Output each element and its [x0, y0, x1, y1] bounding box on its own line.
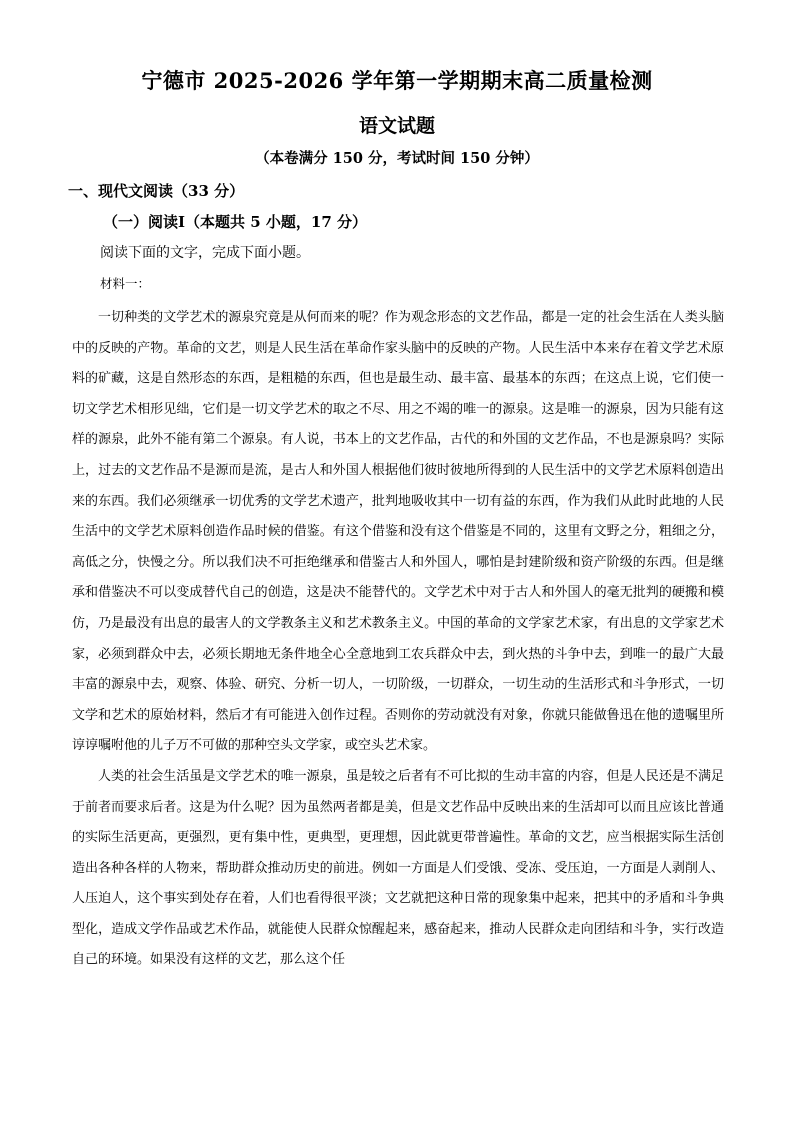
exam-note: （本卷满分 150 分，考试时间 150 分钟）: [255, 150, 539, 167]
sub-section-heading: （一）阅读Ⅰ（本题共 5 小题，17 分）: [103, 213, 367, 231]
reading-passage: [72, 303, 724, 976]
exam-subject: 语文试题: [358, 115, 435, 137]
material-label: 材料一：: [100, 276, 151, 291]
section-heading: 一、现代文阅读（33 分）: [68, 182, 245, 200]
passage-paragraph: 人类的社会生活虽是文学艺术的唯一源泉，虽是较之后者有不可比拟的生动丰富的内容，但是人民还是不满足于前者而要求后者。这是为什么呢？因为虽然两者都是美，但是文艺作品中反映出来的生活却可以而且应该比普通的实际生活更高，更强烈，更有集中性，更典型，更理想，因此就更带普遍性。革命的文艺，应当根据实际生活创造出各种各样的人物来，帮助群众推动历史的前进。例如一方面是人们受饿、受冻、受压迫，一方面是人剥削人、人压迫人，这个事实到处存在着，人们也看得很平淡；文艺就把这种日常的现象集中起来，把其中的矛盾和斗争典型化，造成文学作品或艺术作品，就能使人民群众惊醒起来，感奋起来，推动人民群众走向团结和斗争，实行改造自己的环境。如果没有这样的文艺，那么这个任: [72, 768, 724, 968]
reading-instruction: 阅读下面的文字，完成下面小题。: [100, 245, 310, 261]
passage-paragraph: 一切种类的文学艺术的源泉究竟是从何而来的呢？作为观念形态的文艺作品，都是一定的社会生活在人类头脑中的反映的产物。革命的文艺，则是人民生活在革命作家头脑中的反映的产物。人民生活中本来存在着文学艺术原料的矿藏，这是自然形态的东西，是粗糙的东西，但也是最生动、最丰富、最基本的东西；在这点上说，它们使一切文学艺术相形见绌，它们是一切文学艺术的取之不尽、用之不竭的唯一的源泉。这是唯一的源泉，因为只能有这样的源泉，此外不能有第二个源泉。有人说，书本上的文艺作品，古代的和外国的文艺作品，不也是源泉吗？实际上，过去的文艺作品不是源而是流，是古人和外国人根据他们彼时彼地所得到的人民生活中的文学艺术原料创造出来的东西。我们必须继承一切优秀的文学艺术遗产，批判地吸收其中一切有益的东西，作为我们从此时此地的人民生活中的文学艺术原料创造作品时候的借鉴。有这个借鉴和没有这个借鉴是不同的，这里有文野之分，粗细之分，高低之分，快慢之分。所以我们决不可拒绝继承和借鉴古人和外国人，哪怕是封建阶级和资产阶级的东西。但是继承和借鉴决不可以变成替代自己的创造，这是决不能替代的。文学艺术中对于古人和外国人的毫无批判的硬搬和模仿，乃是最没有出息的最害人的文学教条主义和艺术教条主义。中国的革命的文学家艺术家，有出息的文学家艺术家，必须到群众中去，必须长期地无条件地全心全意地到工农兵群众中去，到火热的斗争中去，到唯一的最广大最丰富的源泉中去，观察、体验、研究、分析一切人，一切阶级，一切群众，一切生动的生活形式和斗争形式，一切文学和艺术的原始材料，然后才有可能进入创作过程。否则你的劳动就没有对象，你就只能做鲁迅在他的遗嘱里所谆谆嘱咐他的儿子万不可做的那种空头文学家，或空头艺术家。: [72, 310, 724, 754]
exam-title: 宁德市 2025-2026 学年第一学期期末高二质量检测: [141, 68, 653, 93]
